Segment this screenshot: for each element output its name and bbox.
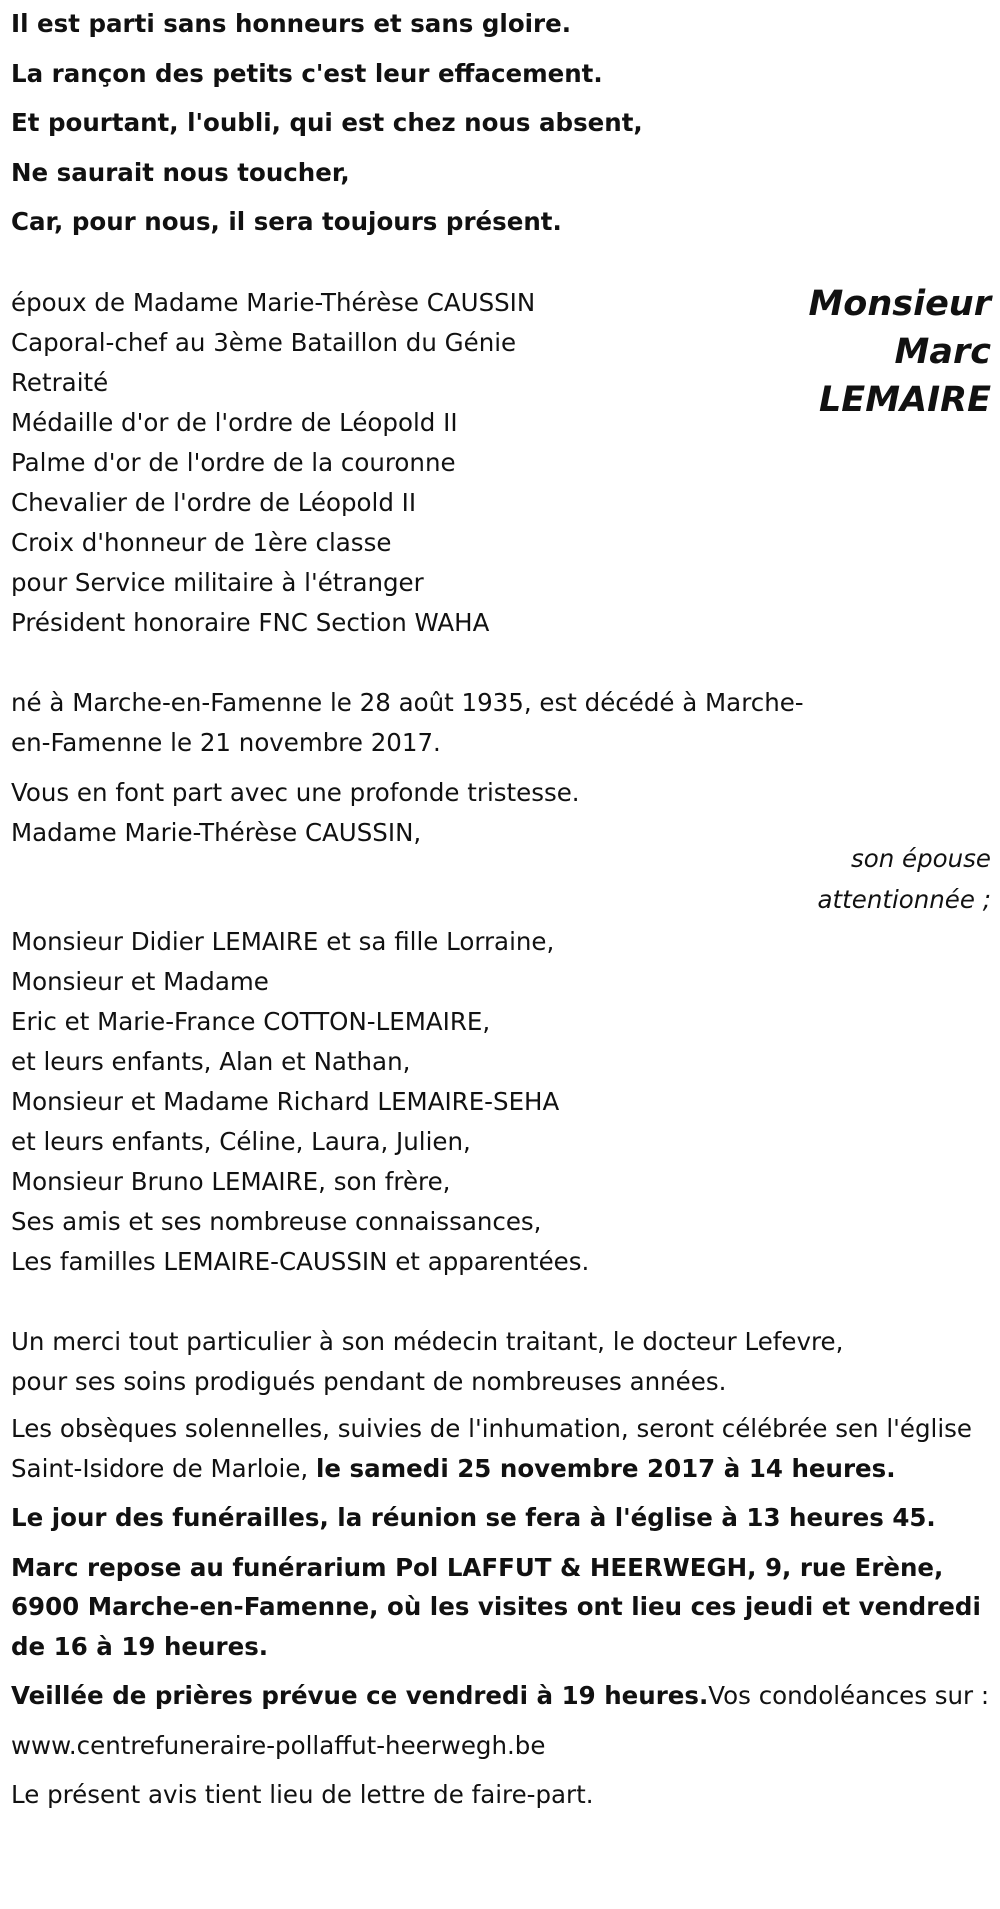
title-line: Palme d'or de l'ordre de la couronne [11, 448, 456, 477]
thanks-line: pour ses soins prodigués pendant de nombreuses années. [11, 1367, 727, 1396]
poem-line: Ne saurait nous toucher, [11, 157, 350, 187]
family-line: Ses amis et ses nombreuse connaissances, [11, 1207, 542, 1236]
title-line: Croix d'honneur de 1ère classe [11, 528, 392, 557]
poem-line: Car, pour nous, il sera toujours présent. [11, 207, 562, 236]
website-link[interactable]: www.centrefuneraire-pollaffut-heerwegh.be [11, 1730, 546, 1760]
condolences-text: Vos condoléances sur : [708, 1681, 990, 1710]
deceased-last-name: LEMAIRE [818, 380, 991, 420]
family-line: et leurs enfants, Céline, Laura, Julien, [11, 1127, 471, 1156]
family-line: et leurs enfants, Alan et Nathan, [11, 1047, 411, 1076]
poem-line: La rançon des petits c'est leur effacement. [11, 58, 603, 88]
spouse-note [818, 838, 991, 920]
vigil-text: Veillée de prières prévue ce vendredi à 19 heures. [11, 1681, 709, 1710]
title-line: Médaille d'or de l'ordre de Léopold II [11, 408, 458, 437]
title-line: Caporal-chef au 3ème Bataillon du Génie [11, 328, 517, 357]
funeral-date: le samedi 25 novembre 2017 à 14 heures. [315, 1453, 896, 1483]
family-line: Monsieur Didier LEMAIRE et sa fille Lorraine, [11, 927, 555, 956]
closing-note: Le présent avis tient lieu de lettre de faire-part. [11, 1780, 594, 1809]
funeral-intro: Les obsèques solennelles, suivies de l'inhumation, seront célébrée sen l'église Saint-Isidore de Marloie, [11, 1414, 972, 1483]
spouse-note-line: attentionnée ; [817, 885, 991, 914]
birth-death-line: né à Marche-en-Famenne le 28 août 1935, est décédé à Marche- [11, 688, 804, 717]
poem [11, 6, 643, 254]
funeral-rest: Marc repose au funérarium Pol LAFFUT & HEERWEGH, 9, rue Erène, 6900 Marche-en-Famenne, où les visites ont lieu ces jeudi et vendredi de 16 à 19 heures. [11, 1552, 981, 1661]
deceased-first-name: Marc [894, 332, 991, 372]
poem-line: Et pourtant, l'oubli, qui est chez nous absent, [11, 108, 643, 137]
family-line: Les familles LEMAIRE-CAUSSIN et apparentées. [11, 1247, 590, 1276]
family-line: Monsieur et Madame Richard LEMAIRE-SEHA [11, 1087, 560, 1116]
spouse-note-line: son épouse [850, 844, 991, 873]
announce-line: Madame Marie-Thérèse CAUSSIN, [11, 818, 422, 847]
funeral-vigil [11, 1676, 991, 1716]
funeral-meeting: Le jour des funérailles, la réunion se fera à l'église à 13 heures 45. [11, 1503, 936, 1532]
family-line: Monsieur et Madame [11, 967, 269, 996]
announcement [11, 773, 580, 853]
deceased-title: Monsieur [808, 284, 991, 324]
birth-death [11, 683, 804, 763]
title-line: Retraité [11, 368, 109, 397]
deceased-name [808, 280, 991, 424]
title-line: Chevalier de l'ordre de Léopold II [11, 488, 417, 517]
funeral-ceremony [11, 1409, 991, 1488]
family-line: Monsieur Bruno LEMAIRE, son frère, [11, 1167, 451, 1196]
announce-line: Vous en font part avec une profonde tristesse. [11, 778, 580, 807]
birth-death-line: en-Famenne le 21 novembre 2017. [11, 728, 441, 757]
family-list [11, 922, 589, 1282]
poem-line: Il est parti sans honneurs et sans gloire. [11, 9, 572, 38]
funeral-info [11, 1409, 991, 1815]
titles-list [11, 283, 535, 643]
title-line: Président honoraire FNC Section WAHA [11, 608, 490, 637]
family-line: Eric et Marie-France COTTON-LEMAIRE, [11, 1007, 491, 1036]
thanks-line: Un merci tout particulier à son médecin traitant, le docteur Lefevre, [11, 1327, 844, 1356]
thanks [11, 1322, 843, 1402]
title-line: époux de Madame Marie-Thérèse CAUSSIN [11, 288, 536, 317]
title-line: pour Service militaire à l'étranger [11, 568, 424, 597]
